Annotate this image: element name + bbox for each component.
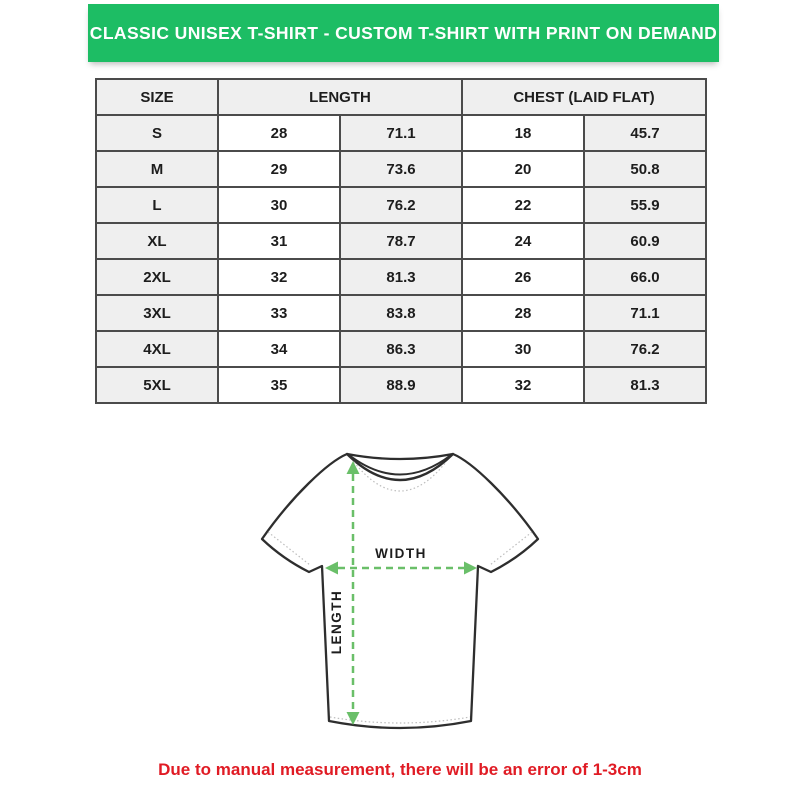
- table-row: [96, 151, 706, 187]
- table-header-row: [96, 79, 706, 115]
- length-cm-cell: 88.9: [340, 367, 462, 403]
- size-cell: S: [96, 115, 218, 151]
- tshirt-outline-icon: [262, 454, 538, 728]
- col-header-length: LENGTH: [218, 79, 462, 115]
- table-row: [96, 223, 706, 259]
- length-cm-cell: 73.6: [340, 151, 462, 187]
- size-cell: M: [96, 151, 218, 187]
- length-in-cell: 32: [218, 259, 340, 295]
- length-cm-cell: 76.2: [340, 187, 462, 223]
- table-row: [96, 187, 706, 223]
- length-in-cell: 33: [218, 295, 340, 331]
- col-header-size: SIZE: [96, 79, 218, 115]
- page-title: CLASSIC UNISEX T-SHIRT - CUSTOM T-SHIRT WITH PRINT ON DEMAND: [89, 22, 718, 43]
- table-row: [96, 115, 706, 151]
- size-cell: 3XL: [96, 295, 218, 331]
- chest-in-cell: 18: [462, 115, 584, 151]
- length-in-cell: 29: [218, 151, 340, 187]
- chest-in-cell: 26: [462, 259, 584, 295]
- chest-cm-cell: 60.9: [584, 223, 706, 259]
- width-label: WIDTH: [375, 546, 427, 561]
- length-cm-cell: 86.3: [340, 331, 462, 367]
- length-cm-cell: 81.3: [340, 259, 462, 295]
- length-cm-cell: 71.1: [340, 115, 462, 151]
- size-cell: 4XL: [96, 331, 218, 367]
- chest-in-cell: 32: [462, 367, 584, 403]
- table-row: [96, 295, 706, 331]
- length-label: LENGTH: [329, 589, 344, 655]
- size-cell: XL: [96, 223, 218, 259]
- table-row: [96, 367, 706, 403]
- chest-cm-cell: 76.2: [584, 331, 706, 367]
- table-row: [96, 331, 706, 367]
- size-cell: 2XL: [96, 259, 218, 295]
- chest-cm-cell: 55.9: [584, 187, 706, 223]
- chest-cm-cell: 66.0: [584, 259, 706, 295]
- length-in-cell: 31: [218, 223, 340, 259]
- size-cell: L: [96, 187, 218, 223]
- length-in-cell: 34: [218, 331, 340, 367]
- length-cm-cell: 78.7: [340, 223, 462, 259]
- size-table: [95, 78, 707, 404]
- chest-cm-cell: 50.8: [584, 151, 706, 187]
- length-in-cell: 35: [218, 367, 340, 403]
- chest-in-cell: 30: [462, 331, 584, 367]
- measurement-note: Due to manual measurement, there will be an error of 1-3cm: [158, 760, 642, 779]
- chest-in-cell: 20: [462, 151, 584, 187]
- chest-in-cell: 28: [462, 295, 584, 331]
- size-cell: 5XL: [96, 367, 218, 403]
- title-banner: [88, 4, 719, 62]
- length-cm-cell: 83.8: [340, 295, 462, 331]
- length-in-cell: 28: [218, 115, 340, 151]
- length-in-cell: 30: [218, 187, 340, 223]
- chest-cm-cell: 71.1: [584, 295, 706, 331]
- table-row: [96, 259, 706, 295]
- col-header-chest: CHEST (LAID FLAT): [462, 79, 706, 115]
- chest-cm-cell: 45.7: [584, 115, 706, 151]
- tshirt-diagram: [250, 438, 550, 750]
- chest-in-cell: 22: [462, 187, 584, 223]
- chest-in-cell: 24: [462, 223, 584, 259]
- chest-cm-cell: 81.3: [584, 367, 706, 403]
